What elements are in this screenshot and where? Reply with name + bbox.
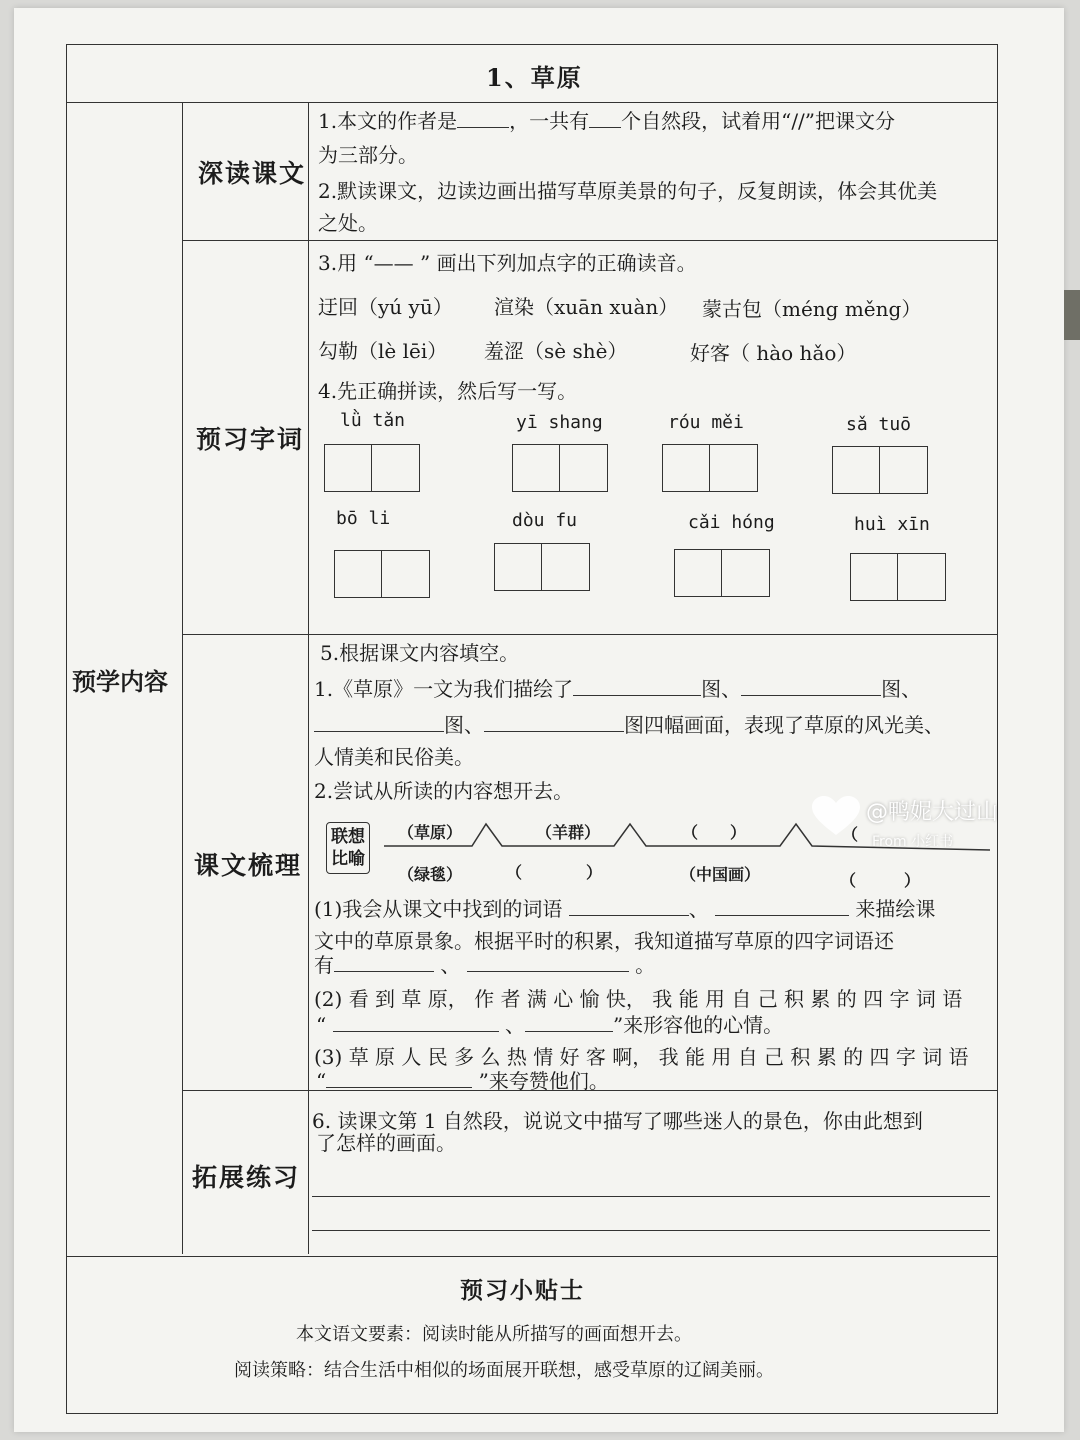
writing-grid[interactable] bbox=[662, 444, 758, 492]
question-6-cont: 了怎样的画面。 bbox=[316, 1131, 456, 1155]
writing-grid[interactable] bbox=[832, 446, 928, 494]
sub-question-1-cont: 文中的草原景象。根据平时的积累，我知道描写草原的四字词语还 bbox=[314, 929, 894, 953]
reading-item: 蒙古包（méng měng） bbox=[702, 297, 922, 321]
divider bbox=[66, 102, 998, 103]
watermark-source: From 小红书 bbox=[872, 834, 954, 850]
question-5-1: 1.《草原》一文为我们描绘了 图、 图、 bbox=[314, 672, 921, 706]
pinyin-label: dòu fu bbox=[512, 510, 578, 531]
question-5-2: 2.尝试从所读的内容想开去。 bbox=[314, 779, 574, 803]
chain-top-item: （草原） bbox=[398, 823, 463, 842]
answer-blank[interactable] bbox=[715, 893, 849, 916]
chain-bottom-item: （绿毯） bbox=[398, 865, 463, 884]
question-1-cont: 为三部分。 bbox=[318, 143, 418, 167]
question-2-cont: 之处。 bbox=[318, 211, 378, 235]
answer-line[interactable] bbox=[312, 1196, 990, 1197]
writing-grid[interactable] bbox=[674, 549, 770, 597]
answer-blank[interactable] bbox=[326, 1065, 472, 1088]
answer-blank[interactable] bbox=[569, 893, 689, 916]
pinyin-label: cǎi hóng bbox=[688, 512, 775, 533]
chain-top-item: （ bbox=[842, 825, 859, 844]
divider bbox=[308, 102, 309, 1254]
answer-blank[interactable] bbox=[333, 1009, 499, 1032]
pinyin-label: lǜ tǎn bbox=[340, 410, 406, 431]
sub-question-1-end: 有 、 。 bbox=[314, 948, 655, 982]
answer-blank[interactable] bbox=[484, 709, 624, 732]
section-label-deep-read: 深读课文 bbox=[198, 159, 307, 188]
divider bbox=[182, 240, 998, 241]
tips-line: 本文语文要素：阅读时能从所描写的画面想开去。 bbox=[296, 1324, 692, 1345]
question-2: 2.默读课文，边读边画出描写草原美景的句子，反复朗读，体会其优美 bbox=[318, 179, 938, 203]
pinyin-label: bō li bbox=[336, 508, 391, 529]
writing-grid[interactable] bbox=[512, 444, 608, 492]
sub-question-3-cont: “ ”来夸赞他们。 bbox=[316, 1064, 609, 1098]
divider bbox=[182, 102, 183, 1254]
divider bbox=[182, 634, 998, 635]
answer-blank[interactable] bbox=[741, 673, 881, 696]
answer-blank[interactable] bbox=[589, 105, 621, 128]
chain-bottom-item: （ ） bbox=[840, 871, 921, 890]
question-6: 6. 读课文第 1 自然段，说说文中描写了哪些迷人的景色，你由此想到 bbox=[312, 1109, 923, 1133]
answer-blank[interactable] bbox=[457, 105, 509, 128]
question-5-1-cont: 图、 图四幅画面，表现了草原的风光美、 bbox=[314, 708, 944, 742]
answer-blank[interactable] bbox=[334, 949, 434, 972]
question-5: 5.根据课文内容填空。 bbox=[320, 641, 520, 665]
pinyin-label: huì xīn bbox=[854, 514, 930, 535]
writing-grid[interactable] bbox=[334, 550, 430, 598]
reading-item: 渲染（xuān xuàn） bbox=[494, 295, 679, 319]
section-label-preview-words: 预习字词 bbox=[196, 425, 305, 454]
writing-grid[interactable] bbox=[850, 553, 946, 601]
sub-question-3: (3) 草 原 人 民 多 么 热 情 好 客 啊， 我 能 用 自 己 积 累 的 四 字 词 语 bbox=[314, 1045, 969, 1069]
pinyin-label: yī shang bbox=[516, 412, 603, 433]
question-3: 3.用 “—— ” 画出下列加点字的正确读音。 bbox=[318, 251, 697, 275]
reading-item: 勾勒（lè lēi） bbox=[318, 339, 448, 363]
pinyin-label: sǎ tuō bbox=[846, 414, 912, 435]
writing-grid[interactable] bbox=[324, 444, 420, 492]
question-1: 1.本文的作者是 ，一共有 个自然段，试着用“//”把课文分 bbox=[318, 104, 895, 138]
answer-blank[interactable] bbox=[467, 949, 629, 972]
answer-blank[interactable] bbox=[314, 709, 444, 732]
chain-top-item: （羊群） bbox=[536, 823, 601, 842]
chain-bottom-item: （中国画） bbox=[680, 865, 761, 884]
answer-line[interactable] bbox=[312, 1230, 990, 1231]
section-label-extension: 拓展练习 bbox=[192, 1163, 301, 1192]
reading-item: 好客（ hào hǎo） bbox=[690, 341, 857, 365]
chain-top-item: （ ） bbox=[682, 823, 747, 842]
main-label: 预学内容 bbox=[72, 668, 168, 696]
answer-blank[interactable] bbox=[573, 673, 701, 696]
heart-logo-icon bbox=[810, 795, 862, 839]
association-label: 联想 比喻 bbox=[326, 822, 370, 874]
divider bbox=[66, 1256, 998, 1257]
answer-blank[interactable] bbox=[525, 1009, 613, 1032]
tips-title: 预习小贴士 bbox=[460, 1278, 585, 1304]
question-4: 4.先正确拼读，然后写一写。 bbox=[318, 379, 578, 403]
worksheet-title: 1、草原 bbox=[486, 63, 583, 92]
pinyin-label: róu měi bbox=[668, 412, 744, 433]
question-5-1-end: 人情美和民俗美。 bbox=[314, 745, 474, 769]
watermark-handle: @鸭妮大过山 bbox=[866, 800, 999, 825]
reading-item: 羞涩（sè shè） bbox=[484, 339, 628, 363]
section-label-text-outline: 课文梳理 bbox=[194, 851, 303, 880]
sub-question-1: (1)我会从课文中找到的词语 、 来描绘课 bbox=[314, 892, 935, 926]
chain-bottom-item: （ ） bbox=[506, 863, 603, 882]
background-edge bbox=[1064, 290, 1080, 340]
writing-grid[interactable] bbox=[494, 543, 590, 591]
sub-question-2-cont: “ 、 ”来形容他的心情。 bbox=[316, 1008, 783, 1042]
tips-line: 阅读策略：结合生活中相似的场面展开联想，感受草原的辽阔美丽。 bbox=[234, 1360, 774, 1381]
reading-item: 迂回（yú yū） bbox=[318, 295, 453, 319]
sub-question-2: (2) 看 到 草 原， 作 者 满 心 愉 快， 我 能 用 自 己 积 累 的 四 字 词 语 bbox=[314, 987, 963, 1011]
